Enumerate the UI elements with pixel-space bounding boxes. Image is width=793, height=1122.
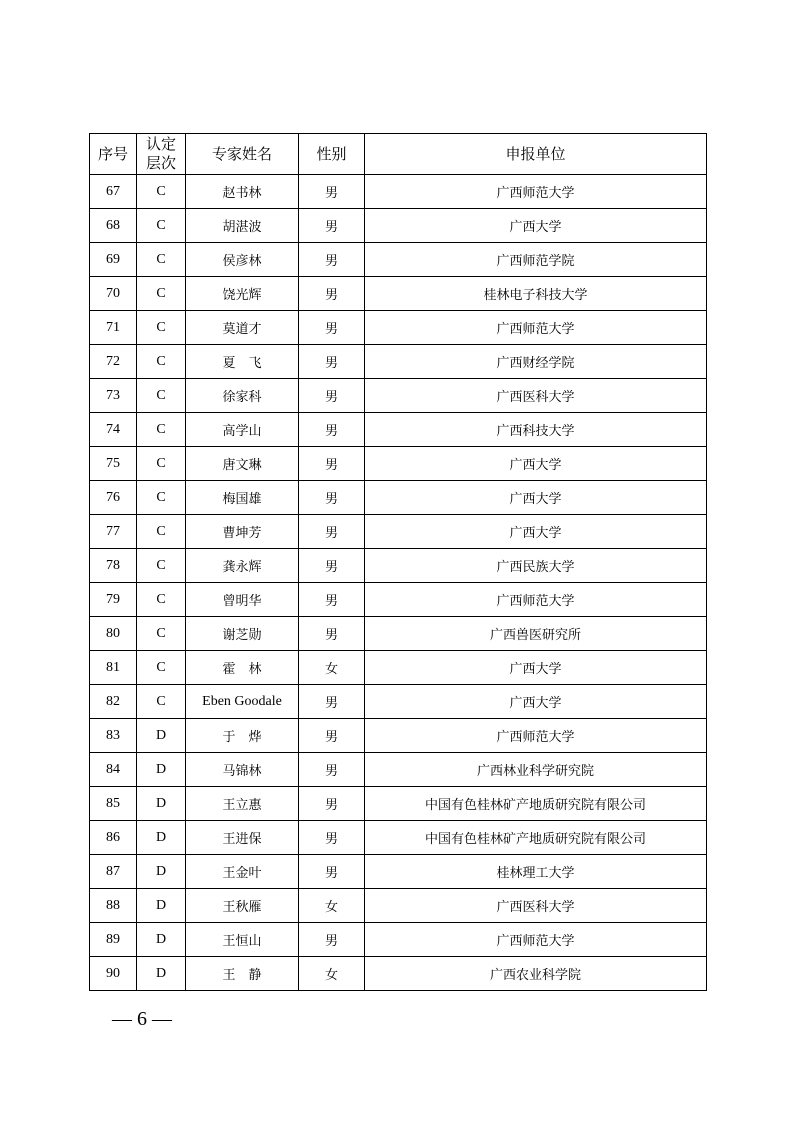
cell-unit: 广西财经学院 [365, 345, 707, 379]
header-level-text: 认定层次 [145, 135, 176, 172]
cell-expert-name: 曾明华 [186, 583, 299, 617]
cell-level: D [137, 719, 186, 753]
cell-index: 90 [90, 957, 137, 991]
cell-level: C [137, 379, 186, 413]
cell-expert-name: 王进保 [186, 821, 299, 855]
cell-expert-name: 于 烨 [186, 719, 299, 753]
table-row [90, 719, 707, 753]
cell-gender: 女 [299, 957, 365, 991]
cell-gender: 男 [299, 685, 365, 719]
cell-index: 87 [90, 855, 137, 889]
table-row [90, 413, 707, 447]
table-row [90, 345, 707, 379]
table-row [90, 583, 707, 617]
cell-unit: 广西科技大学 [365, 413, 707, 447]
table-row [90, 651, 707, 685]
cell-level: D [137, 957, 186, 991]
cell-index: 89 [90, 923, 137, 957]
table-row [90, 379, 707, 413]
cell-gender: 男 [299, 753, 365, 787]
cell-level: C [137, 277, 186, 311]
cell-gender: 男 [299, 447, 365, 481]
expert-list-table-container [89, 133, 706, 991]
table-row [90, 821, 707, 855]
cell-index: 84 [90, 753, 137, 787]
cell-unit: 广西大学 [365, 685, 707, 719]
cell-expert-name: 王立惠 [186, 787, 299, 821]
cell-level: C [137, 515, 186, 549]
cell-gender: 男 [299, 923, 365, 957]
table-header-row [90, 134, 707, 175]
cell-level: D [137, 753, 186, 787]
cell-level: C [137, 617, 186, 651]
cell-expert-name: 龚永辉 [186, 549, 299, 583]
header-gender: 性别 [299, 134, 365, 175]
table-row [90, 549, 707, 583]
cell-unit: 广西师范学院 [365, 243, 707, 277]
cell-expert-name: 谢芝勋 [186, 617, 299, 651]
table-row [90, 685, 707, 719]
cell-index: 70 [90, 277, 137, 311]
cell-level: C [137, 549, 186, 583]
cell-unit: 广西大学 [365, 515, 707, 549]
cell-expert-name: 唐文琳 [186, 447, 299, 481]
cell-unit: 桂林电子科技大学 [365, 277, 707, 311]
cell-unit: 桂林理工大学 [365, 855, 707, 889]
cell-index: 83 [90, 719, 137, 753]
cell-level: C [137, 175, 186, 209]
cell-level: D [137, 923, 186, 957]
page-number: — 6 — [112, 1008, 172, 1030]
cell-index: 82 [90, 685, 137, 719]
cell-unit: 广西兽医研究所 [365, 617, 707, 651]
cell-expert-name: 侯彦林 [186, 243, 299, 277]
cell-gender: 男 [299, 243, 365, 277]
cell-level: C [137, 685, 186, 719]
table-row [90, 515, 707, 549]
cell-level: C [137, 311, 186, 345]
cell-level: D [137, 889, 186, 923]
cell-gender: 男 [299, 311, 365, 345]
cell-expert-name: 霍 林 [186, 651, 299, 685]
cell-unit: 中国有色桂林矿产地质研究院有限公司 [365, 821, 707, 855]
header-unit: 申报单位 [365, 134, 707, 175]
cell-unit: 广西师范大学 [365, 923, 707, 957]
cell-gender: 男 [299, 277, 365, 311]
cell-expert-name: 曹坤芳 [186, 515, 299, 549]
table-row [90, 617, 707, 651]
expert-list-table [89, 133, 707, 991]
cell-expert-name: 梅国雄 [186, 481, 299, 515]
cell-gender: 男 [299, 345, 365, 379]
cell-gender: 男 [299, 481, 365, 515]
cell-index: 80 [90, 617, 137, 651]
table-row [90, 753, 707, 787]
header-index: 序号 [90, 134, 137, 175]
cell-unit: 广西农业科学院 [365, 957, 707, 991]
header-level [137, 134, 186, 175]
table-row [90, 923, 707, 957]
cell-expert-name: 饶光辉 [186, 277, 299, 311]
table-row [90, 855, 707, 889]
cell-index: 67 [90, 175, 137, 209]
cell-expert-name: 徐家科 [186, 379, 299, 413]
cell-index: 78 [90, 549, 137, 583]
table-row [90, 889, 707, 923]
cell-gender: 男 [299, 175, 365, 209]
cell-level: C [137, 583, 186, 617]
cell-unit: 广西民族大学 [365, 549, 707, 583]
cell-expert-name: 马锦林 [186, 753, 299, 787]
cell-expert-name: 夏 飞 [186, 345, 299, 379]
cell-expert-name: 赵书林 [186, 175, 299, 209]
cell-gender: 男 [299, 719, 365, 753]
cell-level: D [137, 787, 186, 821]
cell-index: 75 [90, 447, 137, 481]
cell-index: 76 [90, 481, 137, 515]
cell-unit: 中国有色桂林矿产地质研究院有限公司 [365, 787, 707, 821]
cell-index: 81 [90, 651, 137, 685]
table-body [90, 175, 707, 991]
cell-expert-name: 莫道才 [186, 311, 299, 345]
cell-expert-name: 王金叶 [186, 855, 299, 889]
cell-level: C [137, 209, 186, 243]
cell-unit: 广西师范大学 [365, 719, 707, 753]
cell-index: 72 [90, 345, 137, 379]
cell-gender: 女 [299, 651, 365, 685]
cell-expert-name: 王恒山 [186, 923, 299, 957]
cell-gender: 男 [299, 821, 365, 855]
table-row [90, 311, 707, 345]
table-row [90, 209, 707, 243]
cell-level: C [137, 481, 186, 515]
cell-unit: 广西师范大学 [365, 311, 707, 345]
cell-unit: 广西师范大学 [365, 175, 707, 209]
cell-index: 74 [90, 413, 137, 447]
cell-level: C [137, 345, 186, 379]
cell-gender: 男 [299, 413, 365, 447]
table-row [90, 447, 707, 481]
table-row [90, 481, 707, 515]
header-name: 专家姓名 [186, 134, 299, 175]
cell-expert-name: Eben Goodale [186, 685, 299, 719]
cell-index: 77 [90, 515, 137, 549]
cell-gender: 男 [299, 209, 365, 243]
cell-index: 85 [90, 787, 137, 821]
table-row [90, 175, 707, 209]
cell-unit: 广西师范大学 [365, 583, 707, 617]
cell-unit: 广西大学 [365, 447, 707, 481]
cell-expert-name: 胡湛波 [186, 209, 299, 243]
cell-unit: 广西大学 [365, 209, 707, 243]
cell-index: 71 [90, 311, 137, 345]
table-row [90, 957, 707, 991]
cell-gender: 男 [299, 617, 365, 651]
cell-level: C [137, 447, 186, 481]
table-row [90, 243, 707, 277]
cell-expert-name: 高学山 [186, 413, 299, 447]
cell-expert-name: 王 静 [186, 957, 299, 991]
cell-unit: 广西医科大学 [365, 889, 707, 923]
cell-level: C [137, 243, 186, 277]
cell-unit: 广西医科大学 [365, 379, 707, 413]
cell-gender: 男 [299, 787, 365, 821]
cell-level: C [137, 651, 186, 685]
cell-gender: 男 [299, 583, 365, 617]
cell-gender: 男 [299, 855, 365, 889]
cell-expert-name: 王秋雁 [186, 889, 299, 923]
cell-index: 79 [90, 583, 137, 617]
cell-level: D [137, 821, 186, 855]
cell-level: C [137, 413, 186, 447]
cell-unit: 广西林业科学研究院 [365, 753, 707, 787]
cell-gender: 男 [299, 515, 365, 549]
cell-level: D [137, 855, 186, 889]
cell-index: 88 [90, 889, 137, 923]
cell-gender: 男 [299, 549, 365, 583]
cell-unit: 广西大学 [365, 651, 707, 685]
cell-index: 86 [90, 821, 137, 855]
cell-gender: 男 [299, 379, 365, 413]
cell-unit: 广西大学 [365, 481, 707, 515]
cell-index: 68 [90, 209, 137, 243]
cell-index: 73 [90, 379, 137, 413]
table-row [90, 277, 707, 311]
table-row [90, 787, 707, 821]
cell-gender: 女 [299, 889, 365, 923]
cell-index: 69 [90, 243, 137, 277]
